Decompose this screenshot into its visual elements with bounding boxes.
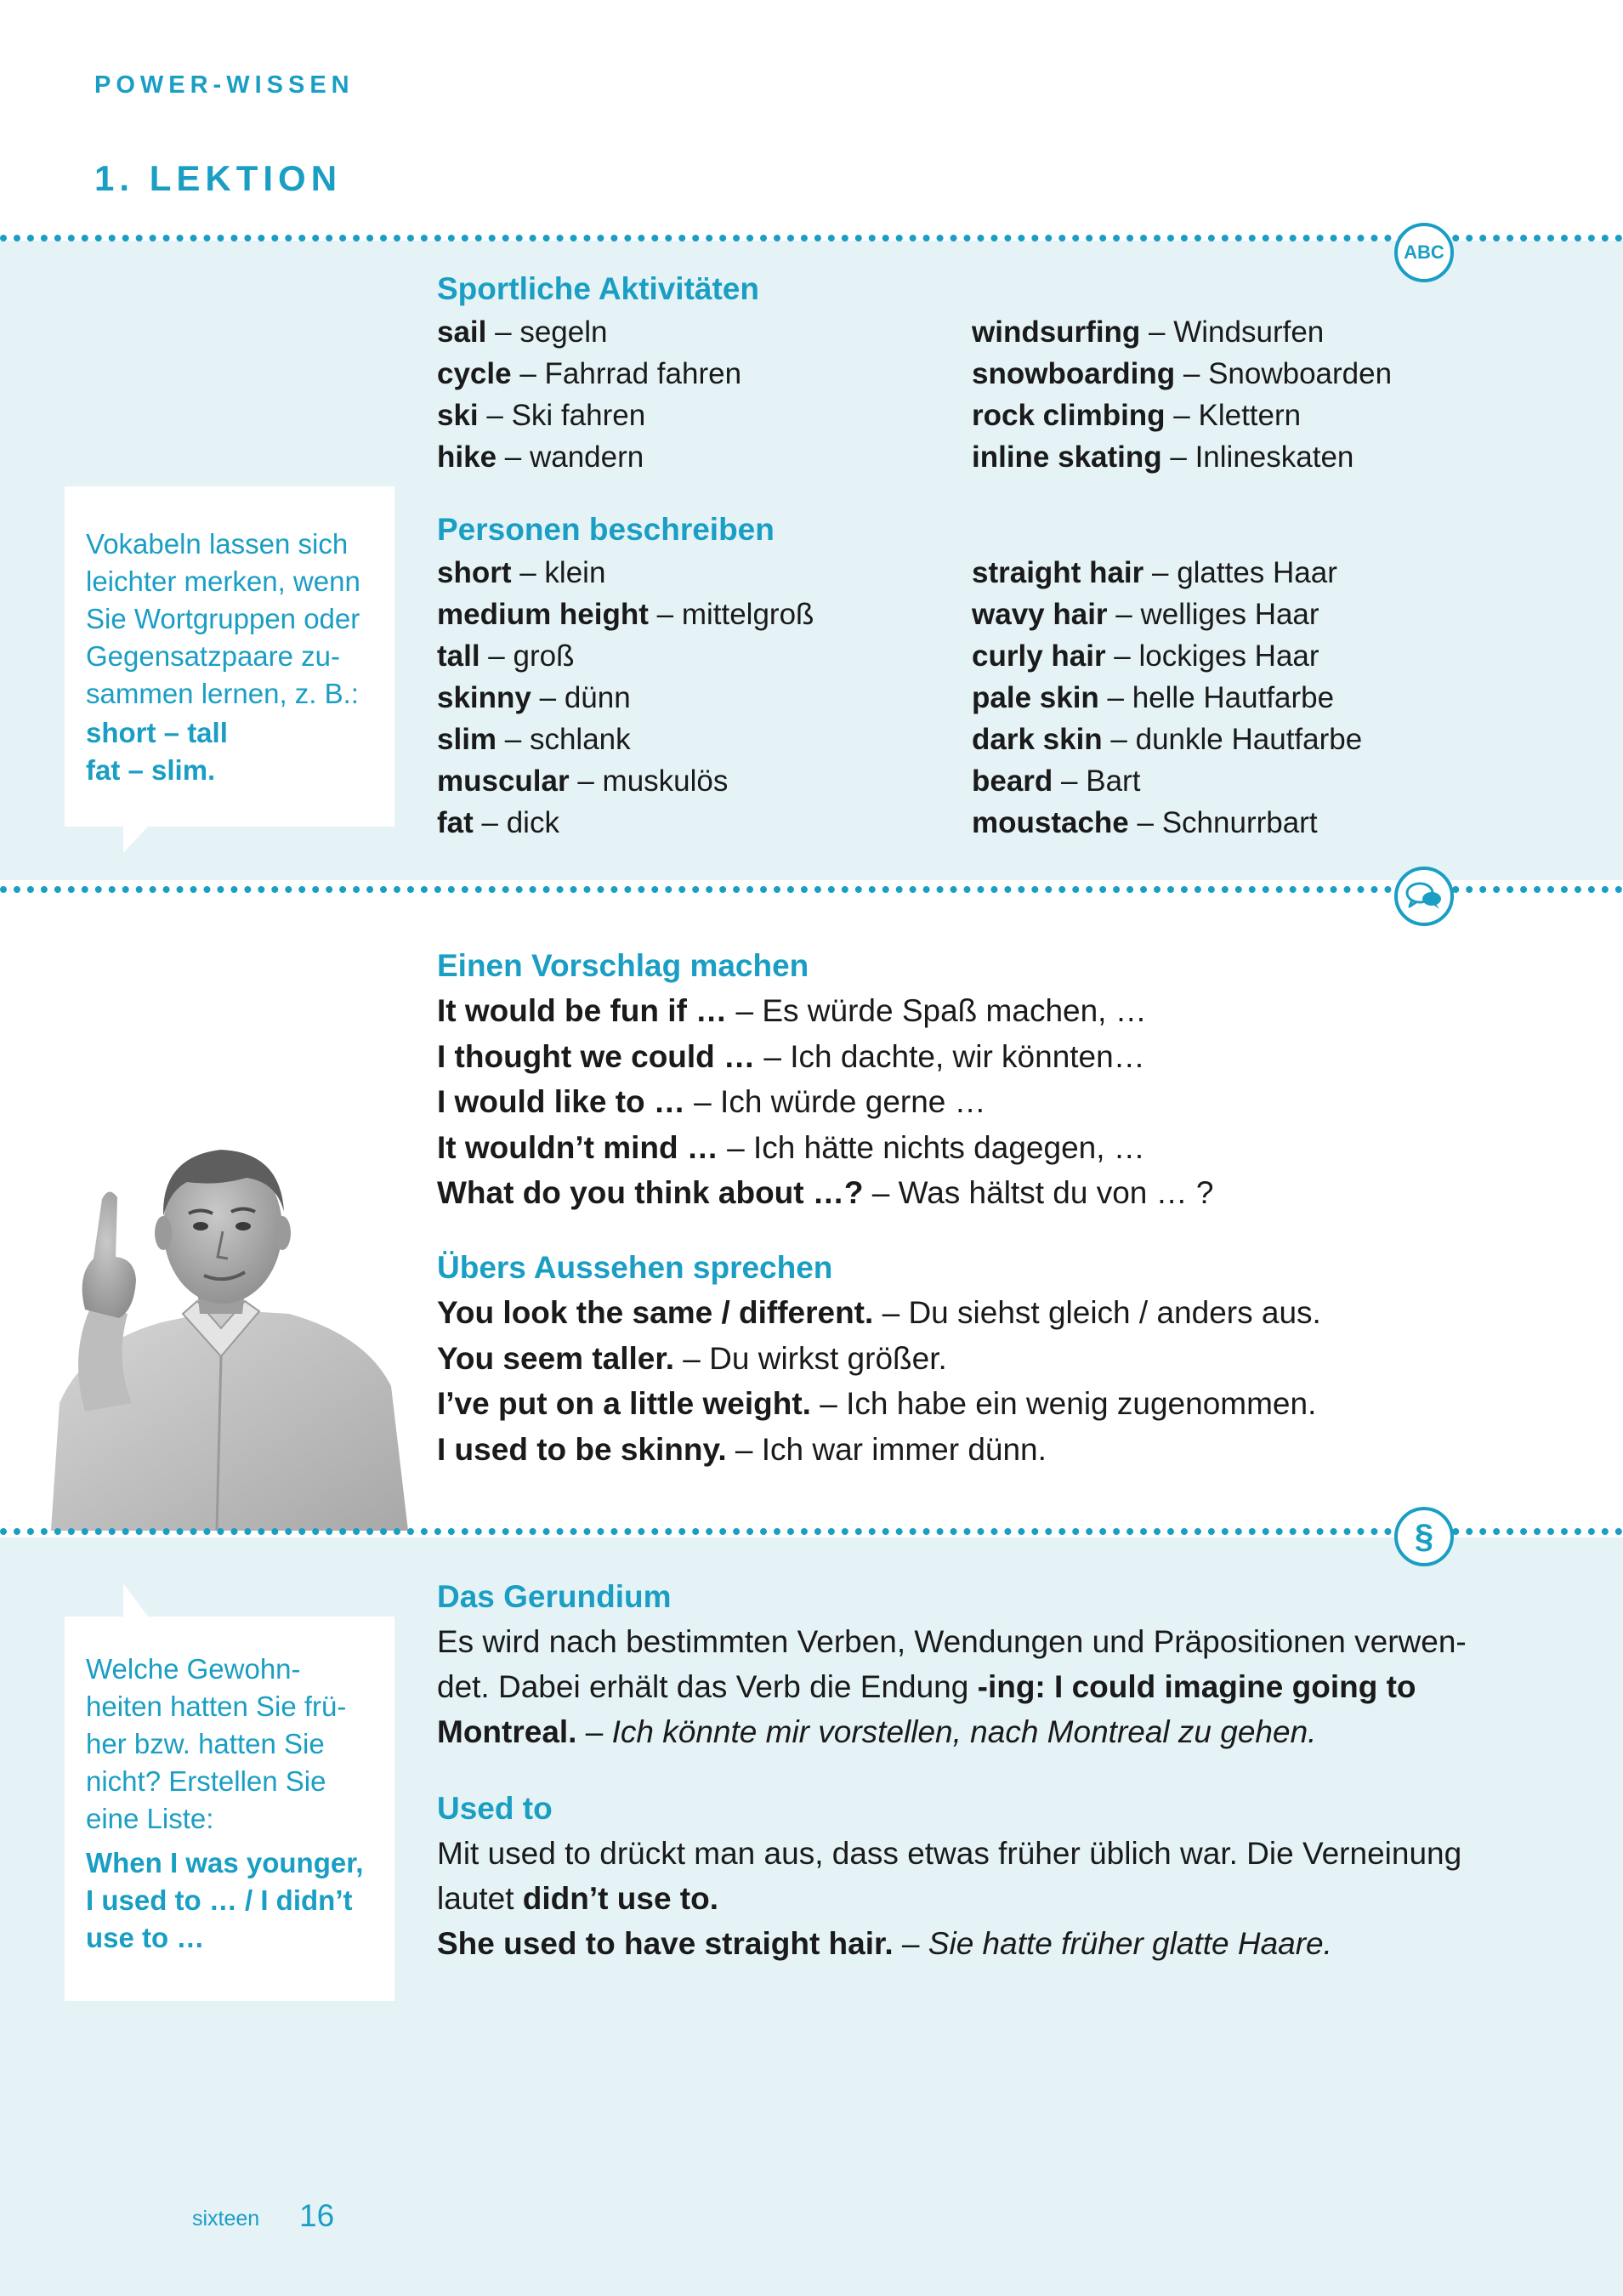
tip-example: short – tall <box>86 717 228 748</box>
english-term: straight hair <box>972 556 1144 589</box>
german-translation: Klettern <box>1198 399 1302 432</box>
german-translation: Ich war immer dünn. <box>761 1431 1047 1467</box>
german-translation: dick <box>506 806 559 839</box>
vocab-entry <box>437 760 972 802</box>
vocab-entry <box>437 552 972 594</box>
english-term: medium height <box>437 598 649 631</box>
vocab-entry <box>437 988 1214 1034</box>
speech-bubbles-icon <box>1405 881 1443 912</box>
separator: – <box>478 399 512 432</box>
german-translation: Ich hätte nichts dagegen, … <box>753 1129 1145 1165</box>
german-translation: wandern <box>529 440 644 474</box>
separator: – <box>727 993 763 1028</box>
german-translation: welliges Haar <box>1140 598 1319 631</box>
german-translation: glattes Haar <box>1177 556 1337 589</box>
english-term: I thought we could … <box>437 1038 756 1074</box>
english-term: moustache <box>972 806 1129 839</box>
vocab-entry <box>437 635 972 677</box>
english-term: hike <box>437 440 497 474</box>
english-term: What do you think about …? <box>437 1175 864 1210</box>
section-heading: Sportliche Aktivitäten <box>437 271 759 306</box>
separator: – <box>1107 598 1141 631</box>
english-term: wavy hair <box>972 598 1108 631</box>
german-translation: lockiges Haar <box>1138 639 1319 673</box>
vocab-entry <box>437 1381 1321 1427</box>
german-translation: Ich habe ein wenig zugenommen. <box>846 1386 1317 1421</box>
separator: – <box>1161 440 1195 474</box>
vocab-entry <box>972 802 1499 844</box>
phrase-list <box>437 988 1214 1216</box>
separator: – <box>684 1084 721 1119</box>
vocab-entry <box>437 1034 1214 1080</box>
separator: – <box>1098 681 1132 714</box>
separator: – <box>1165 399 1199 432</box>
page-number: 16 <box>299 2198 335 2233</box>
vocab-entry <box>437 436 972 478</box>
tip-example: When I was younger, I used to … / I didn’t use to … <box>86 1847 364 1953</box>
german-translation: Windsurfen <box>1173 315 1325 349</box>
german-translation: schlank <box>529 723 631 756</box>
german-translation: mittelgroß <box>681 598 814 631</box>
vocab-entry <box>972 760 1499 802</box>
german-translation: Schnurrbart <box>1161 806 1318 839</box>
vocab-column-right <box>972 311 1499 478</box>
vocab-entry <box>437 395 972 436</box>
vocab-entry <box>972 395 1499 436</box>
vocab-column-left <box>437 552 972 844</box>
divider-dots <box>0 886 1623 893</box>
german-translation: Fahrrad fahren <box>544 357 742 390</box>
usedto-section <box>437 1787 1474 1966</box>
tip-box <box>65 486 394 827</box>
english-term: You seem taller. <box>437 1340 674 1376</box>
tip-example: fat – slim. <box>86 754 216 786</box>
english-term: muscular <box>437 764 570 798</box>
gerund-text: Es wird nach bestimmten Verben, Wendungen und Präpositionen verwen-det. Dabei erhält das Verb die Endung -ing: I could imagine going to Montreal. – Ich könnte mir vorstellen, nach Montreal zu gehen. <box>437 1624 1467 1749</box>
vocab-entry <box>972 594 1499 635</box>
separator: – <box>1175 357 1209 390</box>
separator: – <box>1140 315 1174 349</box>
vocab-entry <box>437 311 972 353</box>
separator: – <box>497 440 530 474</box>
vocab-columns <box>437 311 1499 478</box>
separator: – <box>863 1175 899 1210</box>
english-term: slim <box>437 723 497 756</box>
looks-section <box>437 1246 1321 1472</box>
german-translation: Ich dachte, wir könnten… <box>790 1038 1145 1074</box>
english-term: beard <box>972 764 1053 798</box>
separator: – <box>755 1038 791 1074</box>
tip-text: Vokabeln lassen sich leichter merken, wenn Sie Wortgruppen oder Gegensatzpaare zu-sammen lernen, z. B.: <box>86 528 360 709</box>
english-term: ski <box>437 399 479 432</box>
vocab-entry <box>972 635 1499 677</box>
vocab-people <box>437 508 1499 844</box>
english-term: I would like to … <box>437 1084 685 1119</box>
separator: – <box>873 1295 909 1330</box>
separator: – <box>810 1386 847 1421</box>
german-translation: Du siehst gleich / anders aus. <box>908 1295 1321 1330</box>
vocab-entry <box>437 1427 1321 1473</box>
english-term: inline skating <box>972 440 1162 474</box>
vocab-column-right <box>972 552 1499 844</box>
vocab-entry <box>437 594 972 635</box>
english-term: It wouldn’t mind … <box>437 1129 718 1165</box>
vocab-entry <box>437 1079 1214 1125</box>
german-translation: groß <box>513 639 575 673</box>
tip-text: Welche Gewohn-heiten hatten Sie frü-her bzw. hatten Sie nicht? Erstellen Sie eine Liste: <box>86 1653 347 1834</box>
vocab-entry <box>972 353 1499 395</box>
german-translation: Es würde Spaß machen, … <box>762 993 1147 1028</box>
english-term: It would be fun if … <box>437 993 728 1028</box>
separator: – <box>511 357 545 390</box>
section-heading: Einen Vorschlag machen <box>437 948 809 983</box>
english-term: curly hair <box>972 639 1106 673</box>
divider-dots <box>0 1528 1623 1535</box>
english-term: skinny <box>437 681 531 714</box>
page-number-word: sixteen <box>192 2207 260 2231</box>
tip-tail <box>123 1583 149 1617</box>
gerund-section <box>437 1575 1474 1754</box>
vocab-entry <box>437 1336 1321 1382</box>
english-term: rock climbing <box>972 399 1166 432</box>
vocab-entry <box>972 552 1499 594</box>
english-term: I’ve put on a little weight. <box>437 1386 811 1421</box>
suggest-section <box>437 944 1214 1216</box>
english-term: tall <box>437 639 480 673</box>
lesson-title: 1. LEKTION <box>94 158 343 198</box>
vocab-entry <box>972 719 1499 760</box>
separator: – <box>1128 806 1162 839</box>
separator: – <box>511 556 545 589</box>
phrase-list <box>437 1290 1321 1472</box>
paragraph-icon: § <box>1394 1507 1454 1566</box>
speech-bubbles-icon <box>1394 867 1454 926</box>
section-heading: Personen beschreiben <box>437 512 775 547</box>
english-term: snowboarding <box>972 357 1176 390</box>
separator: – <box>1053 764 1087 798</box>
separator: – <box>569 764 603 798</box>
separator: – <box>531 681 565 714</box>
tip-tail <box>123 826 149 853</box>
english-term: fat <box>437 806 474 839</box>
tip-box <box>65 1617 394 2001</box>
german-translation: Ski fahren <box>511 399 646 432</box>
separator: – <box>726 1431 762 1467</box>
separator: – <box>497 723 530 756</box>
german-translation: Ich würde gerne … <box>720 1084 986 1119</box>
german-translation: dunkle Hautfarbe <box>1135 723 1363 756</box>
vocab-entry <box>437 353 972 395</box>
english-term: I used to be skinny. <box>437 1431 727 1467</box>
vocab-entry <box>437 802 972 844</box>
english-term: cycle <box>437 357 512 390</box>
german-translation: dünn <box>564 681 631 714</box>
separator: – <box>1105 639 1139 673</box>
english-term: short <box>437 556 512 589</box>
english-term: dark skin <box>972 723 1103 756</box>
english-term: You look the same / different. <box>437 1295 874 1330</box>
separator: – <box>473 806 507 839</box>
german-translation: segeln <box>519 315 608 349</box>
german-translation: Bart <box>1086 764 1141 798</box>
vocab-entry <box>437 1170 1214 1216</box>
divider-dots <box>0 235 1623 242</box>
abc-icon: ABC <box>1394 223 1454 282</box>
german-translation: Du wirkst größer. <box>709 1340 947 1376</box>
vocab-entry <box>972 311 1499 353</box>
german-translation: Snowboarden <box>1208 357 1393 390</box>
german-translation: muskulös <box>602 764 729 798</box>
vocab-columns <box>437 552 1499 844</box>
separator: – <box>648 598 682 631</box>
person-photo <box>34 1131 408 1531</box>
separator: – <box>1102 723 1136 756</box>
separator: – <box>674 1340 710 1376</box>
german-translation: klein <box>544 556 606 589</box>
vocab-entry <box>437 1125 1214 1171</box>
vocab-sport <box>437 267 1499 478</box>
english-term: pale skin <box>972 681 1099 714</box>
vocab-entry <box>972 436 1499 478</box>
german-translation: helle Hautfarbe <box>1132 681 1335 714</box>
section-heading: Übers Aussehen sprechen <box>437 1250 833 1285</box>
separator: – <box>480 639 514 673</box>
vocab-column-left <box>437 311 972 478</box>
vocab-entry <box>437 1290 1321 1336</box>
vocab-entry <box>972 677 1499 719</box>
section-heading: Used to <box>437 1791 553 1826</box>
english-term: sail <box>437 315 487 349</box>
vocab-entry <box>437 677 972 719</box>
section-heading: Das Gerundium <box>437 1579 672 1614</box>
german-translation: Inlineskaten <box>1195 440 1354 474</box>
separator: – <box>486 315 520 349</box>
german-translation: Was hältst du von … ? <box>898 1175 1214 1210</box>
separator: – <box>718 1129 754 1165</box>
separator: – <box>1143 556 1178 589</box>
vocab-entry <box>437 719 972 760</box>
english-term: windsurfing <box>972 315 1141 349</box>
section-kicker: POWER-WISSEN <box>94 71 355 99</box>
usedto-text: Mit used to drückt man aus, dass etwas früher üblich war. Die Verneinung lautet didn’t use to. She used to have straight hair. – Sie hatte früher glatte Haare. <box>437 1836 1462 1961</box>
